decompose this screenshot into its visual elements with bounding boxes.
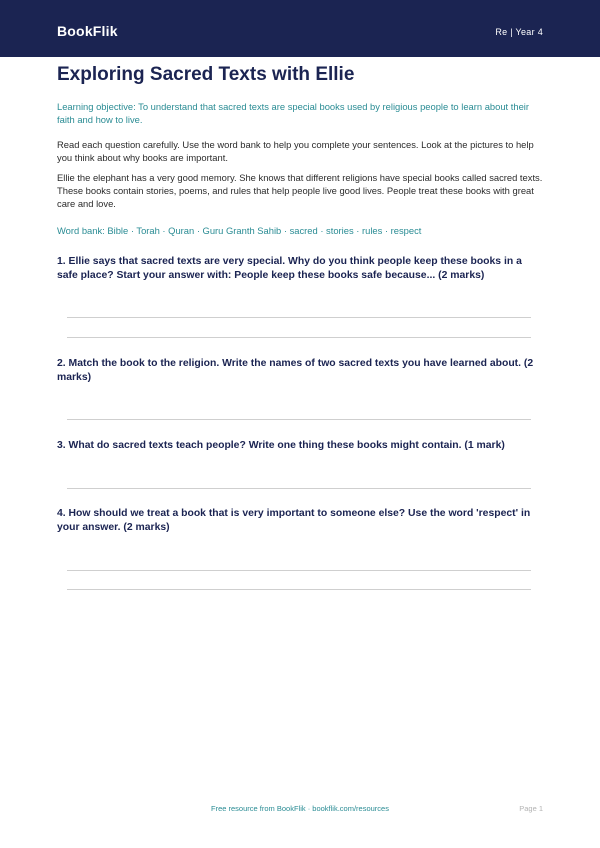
answer-line[interactable] <box>67 419 531 420</box>
page-number: Page 1 <box>519 804 543 813</box>
page-header <box>0 0 600 57</box>
word-bank: Word bank: Bible · Torah · Quran · Guru Granth Sahib · sacred · stories · rules · respect <box>57 225 422 236</box>
story-paragraph: Ellie the elephant has a very good memory. She knows that different religions have special books called sacred texts. These books contain stories, poems, and rules that help people live good lives. People treat these books with great care and love. <box>57 172 543 209</box>
answer-line[interactable] <box>67 337 531 338</box>
answer-line[interactable] <box>67 589 531 590</box>
subject-year-label: Re | Year 4 <box>495 27 543 37</box>
answer-line[interactable] <box>67 570 531 571</box>
answer-line[interactable] <box>67 488 531 489</box>
question-3: 3. What do sacred texts teach people? Write one thing these books might contain. (1 mark) <box>57 440 505 451</box>
answer-line[interactable] <box>67 317 531 318</box>
footer-link[interactable]: Free resource from BookFlik · bookflik.com/resources <box>211 804 389 813</box>
brand-logo: BookFlik <box>57 23 118 39</box>
question-1: 1. Ellie says that sacred texts are very special. Why do you think people keep these books in a safe place? Start your answer with: People keep these books safe because... (2 marks) <box>57 256 522 281</box>
question-2: 2. Match the book to the religion. Write the names of two sacred texts you have learned about. (2 marks) <box>57 358 534 383</box>
instructions-text: Read each question carefully. Use the word bank to help you complete your sentences. Look at the pictures to help you think about why books are important. <box>57 139 534 163</box>
learning-objective: Learning objective: To understand that sacred texts are special books used by religious people to learn about their faith and how to live. <box>57 101 529 125</box>
question-4: 4. How should we treat a book that is very important to someone else? Use the word 'respect' in your answer. (2 marks) <box>57 508 531 533</box>
worksheet-title: Exploring Sacred Texts with Ellie <box>57 64 355 85</box>
